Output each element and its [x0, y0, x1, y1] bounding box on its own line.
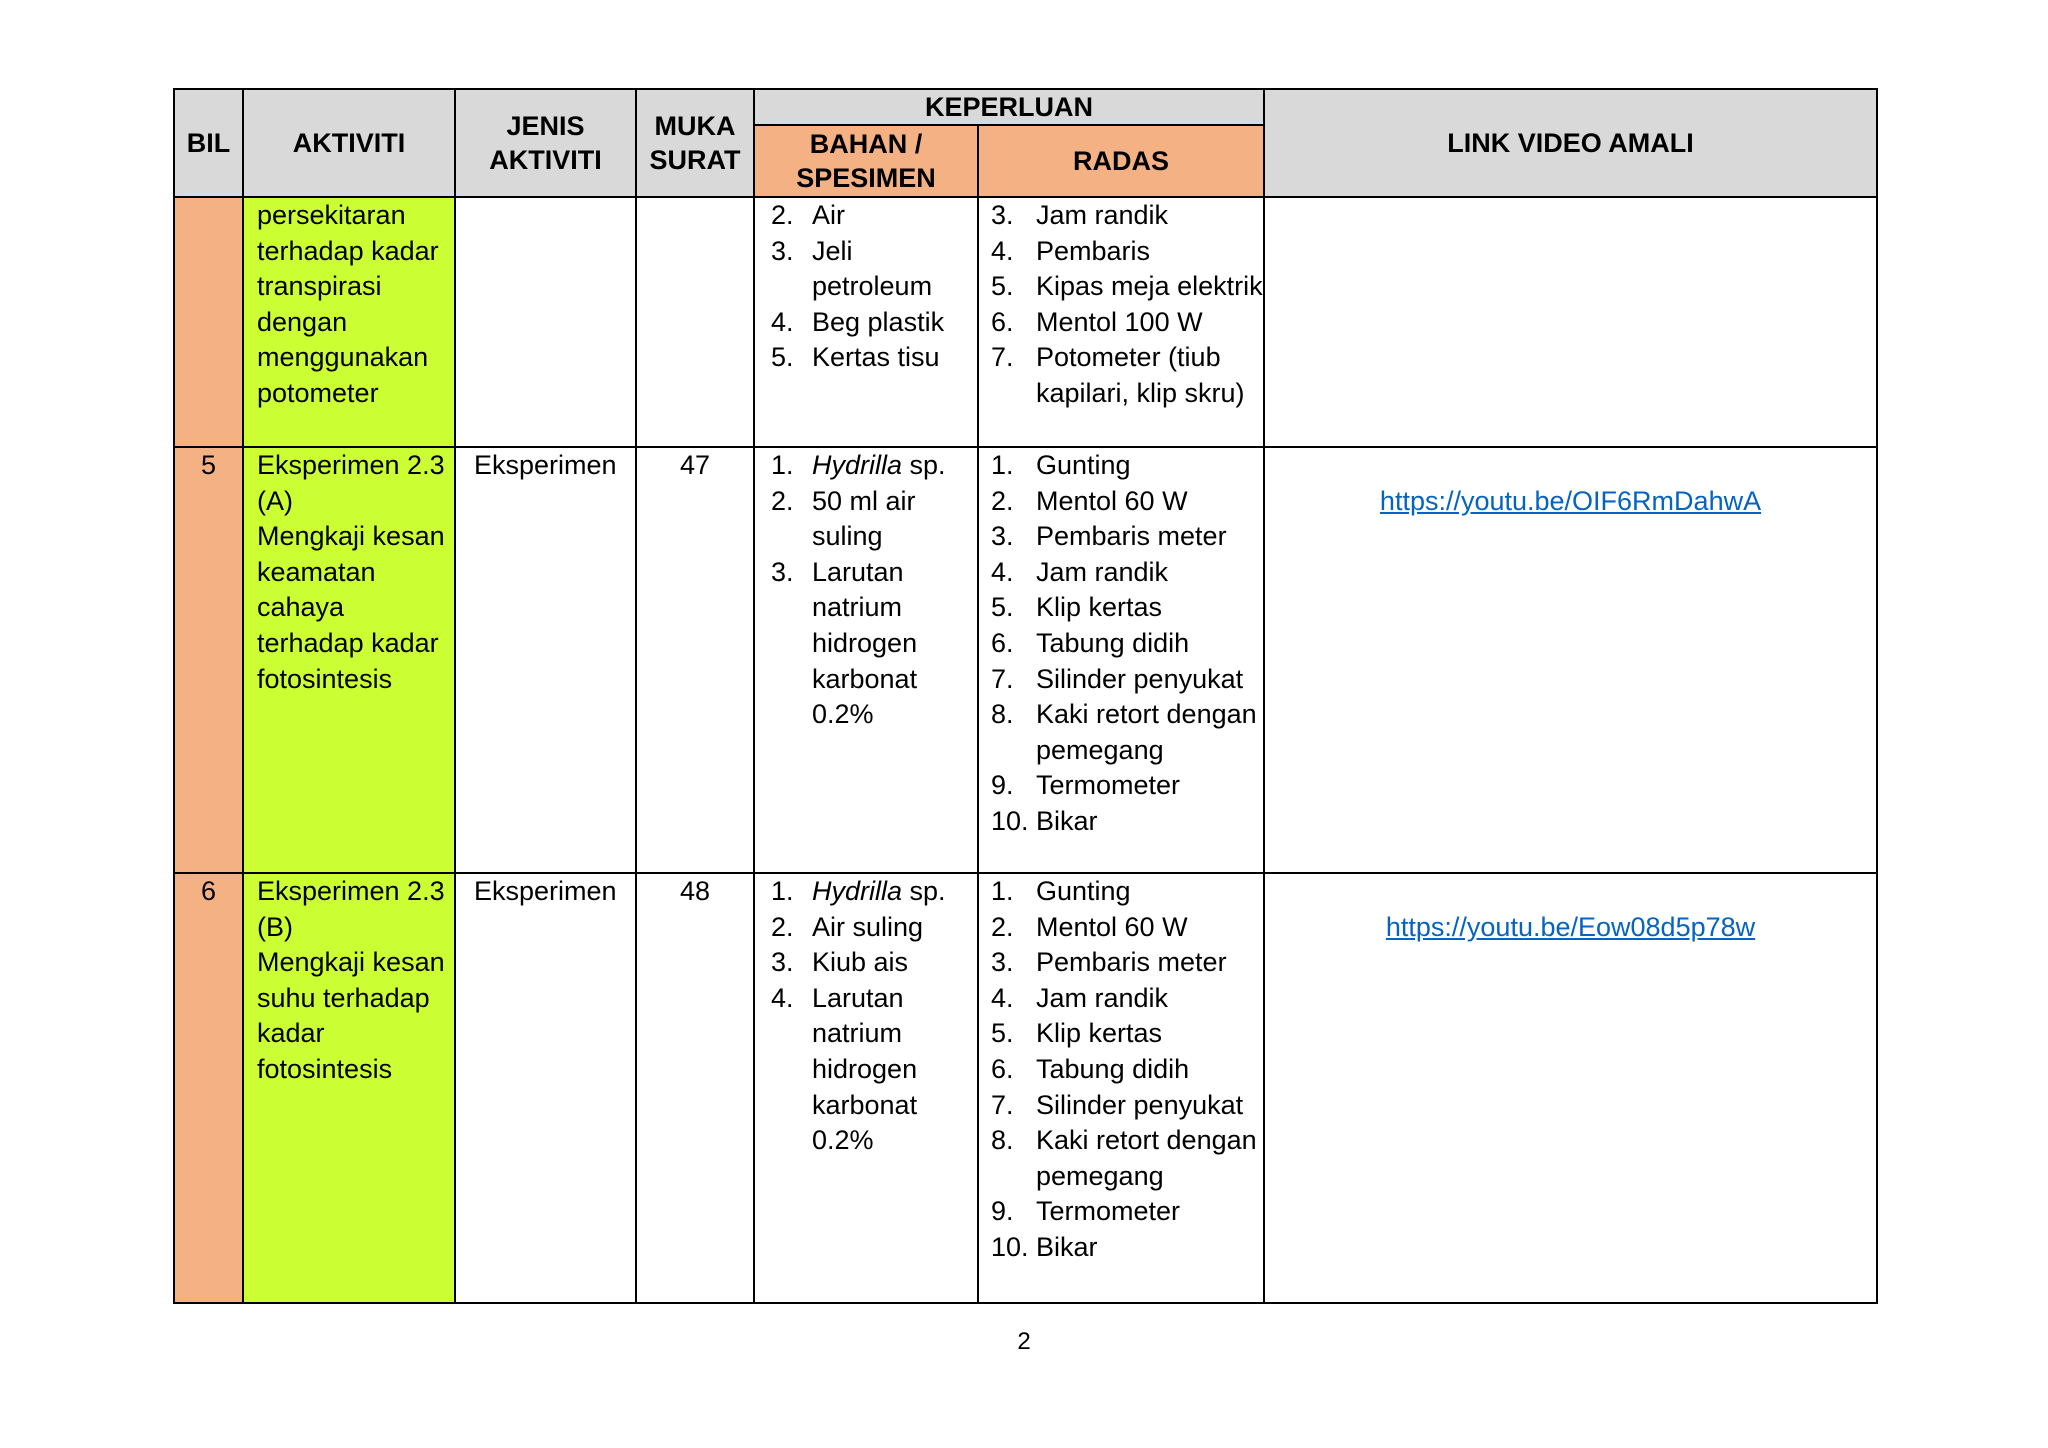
aktiviti-title: Eksperimen 2.3 (A)	[257, 450, 445, 516]
list-item: 4. Larutan natrium hidrogen karbonat 0.2%	[771, 982, 918, 1156]
list-item: 2. Air	[771, 200, 845, 230]
list-item: 4. Jam randik	[991, 982, 1169, 1013]
link-cell	[1264, 873, 1877, 1303]
list-item: 1. Hydrilla sp.	[771, 876, 946, 906]
list-item: 8. Kaki retort dengan pemegang	[991, 1125, 1257, 1191]
list-item: 10. Bikar	[991, 1231, 1098, 1262]
video-link[interactable]: https://youtu.be/Eow08d5p78w	[1385, 912, 1756, 942]
bahan-cell	[754, 197, 978, 447]
activity-table	[173, 88, 1878, 1304]
jenis-cell	[455, 197, 636, 447]
table-row	[174, 447, 1877, 873]
list-item: 2. Mentol 60 W	[991, 485, 1188, 516]
list-item: 4. Pembaris	[991, 235, 1151, 266]
list-item: 5. Kertas tisu	[771, 342, 940, 373]
header-bahan-spesimen: BAHAN / SPESIMEN	[754, 125, 978, 197]
list-item: 3. Jeli petroleum	[771, 235, 933, 302]
list-item: 4. Jam randik	[991, 556, 1169, 587]
bil-cell: 6	[174, 873, 243, 1303]
aktiviti-cell	[243, 197, 455, 447]
bahan-cell	[754, 873, 978, 1303]
list-item: 7. Silinder penyukat	[991, 1089, 1244, 1120]
species-name: Hydrilla	[812, 450, 903, 480]
list-item: 1. Gunting	[991, 876, 1131, 906]
aktiviti-title: Eksperimen 2.3 (B)	[257, 876, 445, 942]
list-item: 9. Termometer	[991, 1196, 1181, 1227]
list-item: 5. Klip kertas	[991, 592, 1163, 623]
list-item: 3. Pembaris meter	[991, 521, 1227, 552]
list-item: 6. Tabung didih	[991, 627, 1190, 658]
header-bil: BIL	[174, 89, 243, 197]
bil-cell	[174, 197, 243, 447]
list-item: 2. Air suling	[771, 911, 924, 942]
jenis-cell: Eksperimen	[455, 447, 636, 873]
muka-cell	[636, 197, 754, 447]
header-aktiviti: AKTIVITI	[243, 89, 455, 197]
jenis-cell: Eksperimen	[455, 873, 636, 1303]
page-number: 2	[1017, 1328, 1031, 1355]
list-item: 2. 50 ml air suling	[771, 485, 916, 552]
table-row	[174, 197, 1877, 447]
list-item: 2. Mentol 60 W	[991, 911, 1188, 942]
species-name: Hydrilla	[812, 876, 903, 906]
list-item: 3. Pembaris meter	[991, 947, 1227, 978]
list-item: 10. Bikar	[991, 805, 1098, 836]
list-item: 3. Larutan natrium hidrogen karbonat 0.2%	[771, 556, 918, 730]
radas-cell	[978, 197, 1264, 447]
list-item: 1. Gunting	[991, 450, 1131, 480]
header-jenis-aktiviti: JENIS AKTIVITI	[455, 89, 636, 197]
aktiviti-description: Mengkaji kesan keamatan cahaya terhadap kadar fotosintesis	[257, 521, 445, 694]
list-item: 5. Klip kertas	[991, 1018, 1163, 1049]
muka-cell: 47	[636, 447, 754, 873]
aktiviti-description: Mengkaji kesan suhu terhadap kadar fotosintesis	[257, 947, 445, 1084]
aktiviti-cell	[243, 447, 455, 873]
list-item: 3. Kiub ais	[771, 947, 909, 978]
header-muka-surat: MUKA SURAT	[636, 89, 754, 197]
list-item: 8. Kaki retort dengan pemegang	[991, 699, 1257, 765]
list-item: 6. Tabung didih	[991, 1053, 1190, 1084]
list-item: 1. Hydrilla sp.	[771, 450, 946, 480]
list-item: 3. Jam randik	[991, 200, 1169, 230]
header-radas: RADAS	[978, 125, 1264, 197]
list-item: 4. Beg plastik	[771, 306, 945, 337]
link-cell	[1264, 197, 1877, 447]
list-item: 7. Potometer (tiub kapilari, klip skru)	[991, 342, 1245, 408]
radas-cell	[978, 873, 1264, 1303]
header-link-video: LINK VIDEO AMALI	[1264, 89, 1877, 197]
link-cell	[1264, 447, 1877, 873]
list-item: 6. Mentol 100 W	[991, 306, 1203, 337]
aktiviti-description: persekitaran terhadap kadar transpirasi dengan menggunakan potometer	[257, 200, 439, 408]
bahan-cell	[754, 447, 978, 873]
list-item: 7. Silinder penyukat	[991, 663, 1244, 694]
header-keperluan: KEPERLUAN	[754, 89, 1264, 125]
muka-cell: 48	[636, 873, 754, 1303]
video-link[interactable]: https://youtu.be/OIF6RmDahwA	[1379, 486, 1762, 516]
list-item: 5. Kipas meja elektrik	[991, 271, 1263, 302]
bil-cell: 5	[174, 447, 243, 873]
radas-cell	[978, 447, 1264, 873]
table-row	[174, 873, 1877, 1303]
list-item: 9. Termometer	[991, 770, 1181, 801]
aktiviti-cell	[243, 873, 455, 1303]
